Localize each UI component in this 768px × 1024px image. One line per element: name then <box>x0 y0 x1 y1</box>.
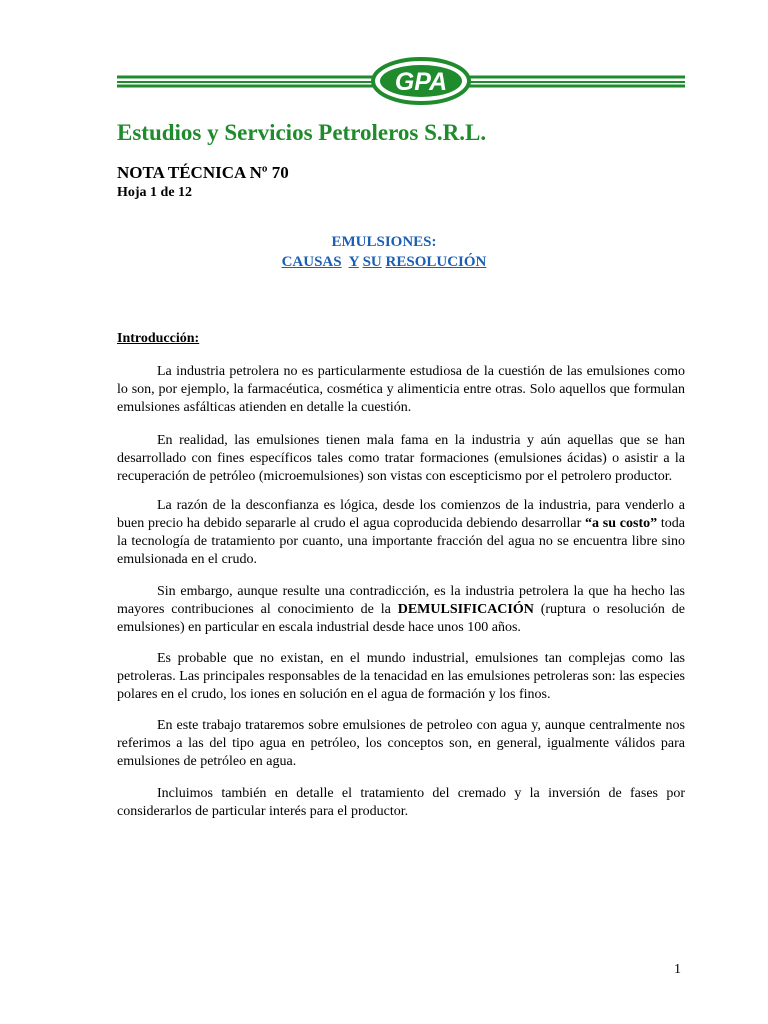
paragraph-6: En este trabajo trataremos sobre emulsiones de petroleo con agua y, aunque centralmente nos referimos a las del tipo agua en petróleo, los conceptos son, en general, igualmente válidos para emulsiones de petróleo en agua. <box>117 718 685 769</box>
paragraph-1: La industria petrolera no es particularmente estudiosa de la cuestión de las emulsiones como lo son, por ejemplo, la farmacéutica, cosmética y alimenticia entre otras. Solo aquellos que formulan emulsiones asfálticas atienden en detalle la cuestión. <box>117 364 685 415</box>
main-title-line2 <box>117 254 651 271</box>
main-title-line1: EMULSIONES: <box>331 234 437 250</box>
emphasis-demulsificacion: DEMULSIFICACIÓN <box>397 602 534 617</box>
logo-text: GPA <box>394 68 448 96</box>
title-word-y: Y <box>348 254 359 270</box>
company-name: Estudios y Servicios Petroleros S.R.L. <box>117 120 487 145</box>
title-word-su: SU <box>362 254 382 270</box>
section-heading: Introducción: <box>117 331 200 346</box>
paragraph-5: Es probable que no existan, en el mundo industrial, emulsiones tan complejas como las petroleras. Las principales responsables de la tenacidad en las emulsiones petroleras son: las especies polares en el crudo, los iones en solución en el agua de formación y los finos. <box>117 651 685 702</box>
note-title: NOTA TÉCNICA Nº 70 <box>117 163 289 182</box>
page-number: 1 <box>674 962 681 977</box>
sheet-indicator: Hoja 1 de 12 <box>117 185 193 200</box>
gpa-logo <box>373 59 469 103</box>
paragraph-7: Incluimos también en detalle el tratamiento del cremado y la inversión de fases por considerarlos de particular interés para el productor. <box>117 786 685 819</box>
title-word-resolucion: RESOLUCIÓN <box>385 254 487 270</box>
paragraph-4: Sin embargo, aunque resulte una contradicción, es la industria petrolera la que ha hecho las mayores contribuciones al conocimiento de la DEMULSIFICACIÓN (ruptura o resolución de emulsiones) en particular en escala industrial desde hace unos 100 años. <box>117 584 685 635</box>
title-word-causas: CAUSAS <box>281 254 342 270</box>
paragraph-2: En realidad, las emulsiones tienen mala fama en la industria y aún aquellas que se han desarrollado con fines específicos tales como tratar formaciones (emulsiones ácidas) o asistir a la recuperación de petróleo (microemulsiones) son vistas con escepticismo por el petrolero productor. <box>117 433 685 484</box>
paragraph-3: La razón de la desconfianza es lógica, desde los comienzos de la industria, para venderlo a buen precio ha debido separarle al crudo el agua coproducida debiendo desarrollar “a su costo” toda la tecnología de tratamiento por cuanto, una importante fracción del agua no se encuentra libre sino emulsionada en el crudo. <box>117 498 686 567</box>
emphasis-a-su-costo: “a su costo” <box>585 516 658 531</box>
document-header <box>0 0 768 110</box>
